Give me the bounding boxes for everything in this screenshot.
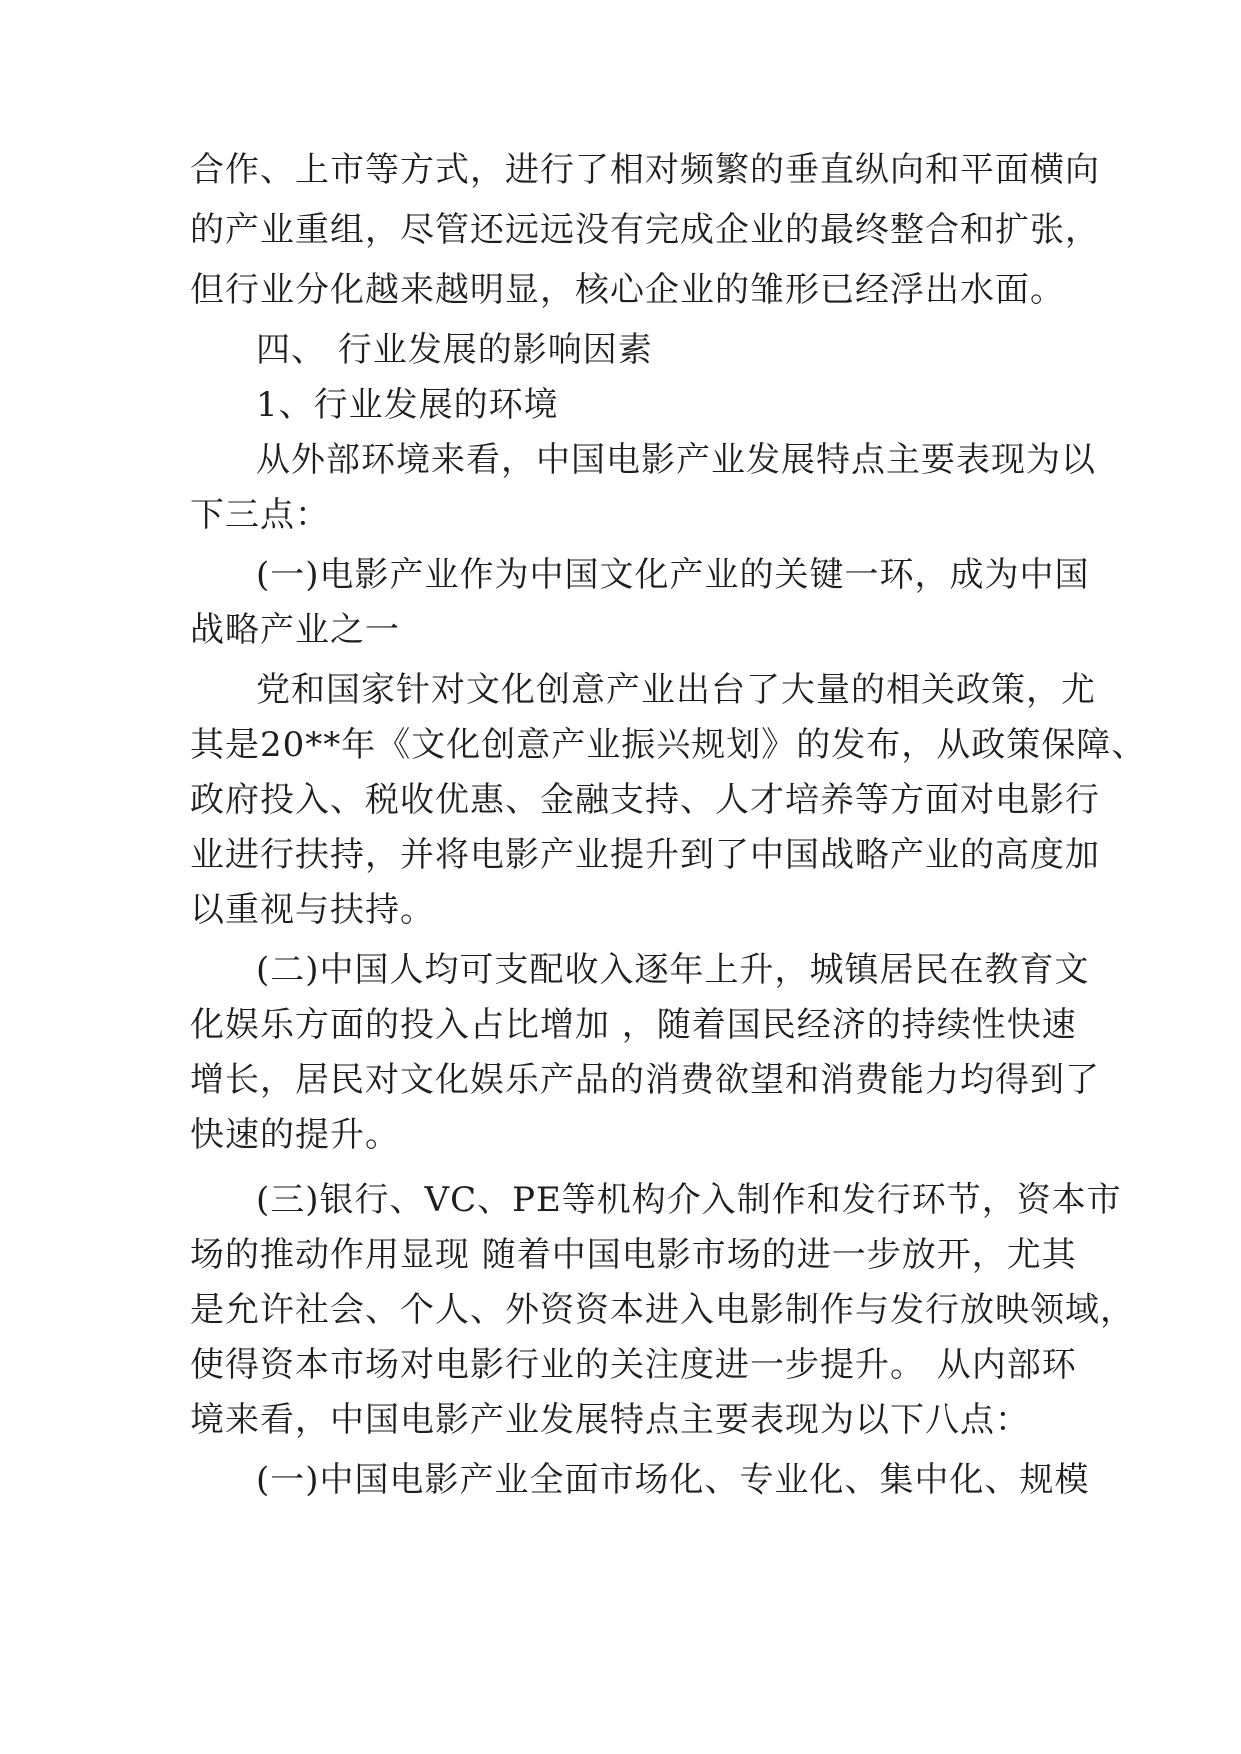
text-line: 化娱乐方面的投入占比增加 ，随着国民经济的持续性快速 — [190, 1005, 1077, 1045]
text-line: 是允许社会、个人、外资资本进入电影制作与发行放映领域， — [190, 1290, 1135, 1330]
text-line: 战略产业之一 — [190, 610, 400, 650]
text-line: (一)中国电影产业全面市场化、专业化、集中化、规模 — [256, 1460, 1090, 1500]
text-line: 其是20**年《文化创意产业振兴规划》的发布，从政策保障、 — [190, 725, 1147, 765]
subsection-heading: 1、行业发展的环境 — [256, 385, 559, 425]
text-line: 党和国家针对文化创意产业出台了大量的相关政策，尤 — [256, 670, 1096, 710]
text-line: 政府投入、税收优惠、金融支持、人才培养等方面对电影行 — [190, 780, 1100, 820]
text-line: 的产业重组，尽管还远远没有完成企业的最终整合和扩张， — [190, 210, 1100, 250]
text-line: 合作、上市等方式，进行了相对频繁的垂直纵向和平面横向 — [190, 150, 1100, 190]
text-line: 境来看，中国电影产业发展特点主要表现为以下八点： — [190, 1400, 1030, 1440]
text-line: 下三点： — [190, 495, 330, 535]
text-line: 以重视与扶持。 — [190, 890, 435, 930]
text-line: 使得资本市场对电影行业的关注度进一步提升。 从内部环 — [190, 1345, 1077, 1385]
text-line: 增长，居民对文化娱乐产品的消费欲望和消费能力均得到了 — [190, 1060, 1100, 1100]
text-line: (一)电影产业作为中国文化产业的关键一环，成为中国 — [256, 555, 1090, 595]
text-line: 从外部环境来看，中国电影产业发展特点主要表现为以 — [256, 440, 1096, 480]
text-line: 快速的提升。 — [190, 1115, 400, 1155]
text-line: (三)银行、VC、PE等机构介入制作和发行环节，资本市 — [256, 1180, 1122, 1220]
text-line: 场的推动作用显现 随着中国电影市场的进一步放开，尤其 — [190, 1235, 1077, 1275]
text-line: 但行业分化越来越明显，核心企业的雏形已经浮出水面。 — [190, 270, 1065, 310]
text-line: 业进行扶持，并将电影产业提升到了中国战略产业的高度加 — [190, 835, 1100, 875]
text-line: (二)中国人均可支配收入逐年上升，城镇居民在教育文 — [256, 950, 1090, 990]
section-heading: 四、 行业发展的影响因素 — [256, 330, 653, 370]
